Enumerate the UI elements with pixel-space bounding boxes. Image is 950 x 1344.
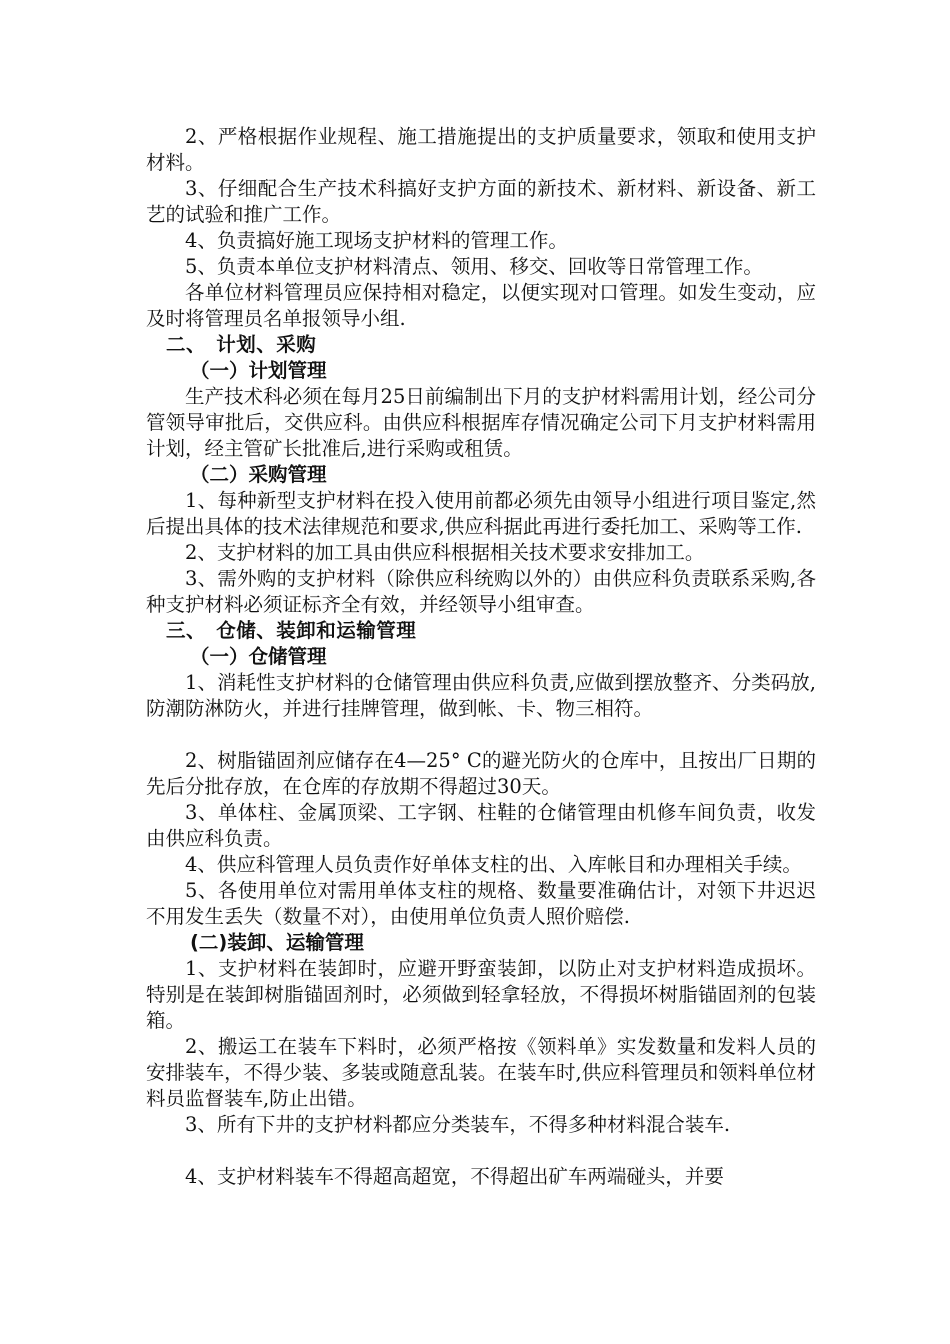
subsection-heading: （一）仓储管理 <box>190 645 327 668</box>
paragraph: 1、消耗性支护材料的仓储管理由供应科负责,应做到摆放整齐、分类码放,防潮防淋防火，并进行挂牌管理，做到帐、卡、物三相符。 <box>146 671 816 720</box>
paragraph: 1、支护材料在装卸时，应避开野蛮装卸，以防止对支护材料造成损坏。特别是在装卸树脂锚固剂时，必须做到轻拿轻放，不得损坏树脂锚固剂的包装箱。 <box>146 957 816 1032</box>
subsection-heading: (二)装卸、运输管理 <box>190 931 364 954</box>
paragraph: 各单位材料管理员应保持相对稳定，以便实现对口管理。如发生变动，应及时将管理员名单报领导小组. <box>146 281 816 330</box>
paragraph: 生产技术科必须在每月25日前编制出下月的支护材料需用计划，经公司分管领导审批后，交供应科。由供应科根据库存情况确定公司下月支护材料需用计划，经主管矿长批准后,进行采购或租赁。 <box>146 385 816 460</box>
paragraph: 2、搬运工在装车下料时，必须严格按《领料单》实发数量和发料人员的安排装车，不得少装、多装或随意乱装。在装车时,供应科管理员和领料单位材料员监督装车,防止出错。 <box>146 1035 816 1110</box>
blank-line <box>146 722 816 748</box>
paragraph: 2、树脂锚固剂应储存在4—25° C的避光防火的仓库中，且按出厂日期的先后分批存放，在仓库的存放期不得超过30天。 <box>146 749 816 798</box>
paragraph: 2、支护材料的加工具由供应科根据相关技术要求安排加工。 <box>185 541 705 564</box>
document-body <box>146 124 816 1190</box>
paragraph: 4、负责搞好施工现场支护材料的管理工作。 <box>185 229 568 252</box>
subsection-heading: （一）计划管理 <box>190 359 327 382</box>
paragraph: 3、所有下井的支护材料都应分类装车，不得多种材料混合装车. <box>185 1113 731 1136</box>
paragraph: 2、严格根据作业规程、施工措施提出的支护质量要求，领取和使用支护材料。 <box>146 125 816 174</box>
section-heading: 三、 仓储、装卸和运输管理 <box>166 619 417 642</box>
section-heading: 二、 计划、采购 <box>166 333 317 356</box>
paragraph: 4、供应科管理人员负责作好单体支柱的出、入库帐目和办理相关手续。 <box>185 853 802 876</box>
paragraph: 5、各使用单位对需用单体支柱的规格、数量要准确估计，对领下井迟迟不用发生丢失（数量不对），由使用单位负责人照价赔偿. <box>146 879 816 928</box>
paragraph: 3、需外购的支护材料（除供应科统购以外的）由供应科负责联系采购,各种支护材料必须证标齐全有效，并经领导小组审查。 <box>146 567 816 616</box>
paragraph: 5、负责本单位支护材料清点、领用、移交、回收等日常管理工作。 <box>185 255 763 278</box>
paragraph: 3、仔细配合生产技术科搞好支护方面的新技术、新材料、新设备、新工艺的试验和推广工作。 <box>146 177 816 226</box>
subsection-heading: （二）采购管理 <box>190 463 327 486</box>
paragraph: 1、每种新型支护材料在投入使用前都必须先由领导小组进行项目鉴定,然后提出具体的技术法律规范和要求,供应科据此再进行委托加工、采购等工作. <box>146 489 816 538</box>
paragraph: 3、单体柱、金属顶梁、工字钢、柱鞋的仓储管理由机修车间负责，收发由供应科负责。 <box>146 801 816 850</box>
paragraph: 4、支护材料装车不得超高超宽，不得超出矿车两端碰头，并要 <box>185 1165 724 1188</box>
blank-line <box>146 1138 816 1164</box>
